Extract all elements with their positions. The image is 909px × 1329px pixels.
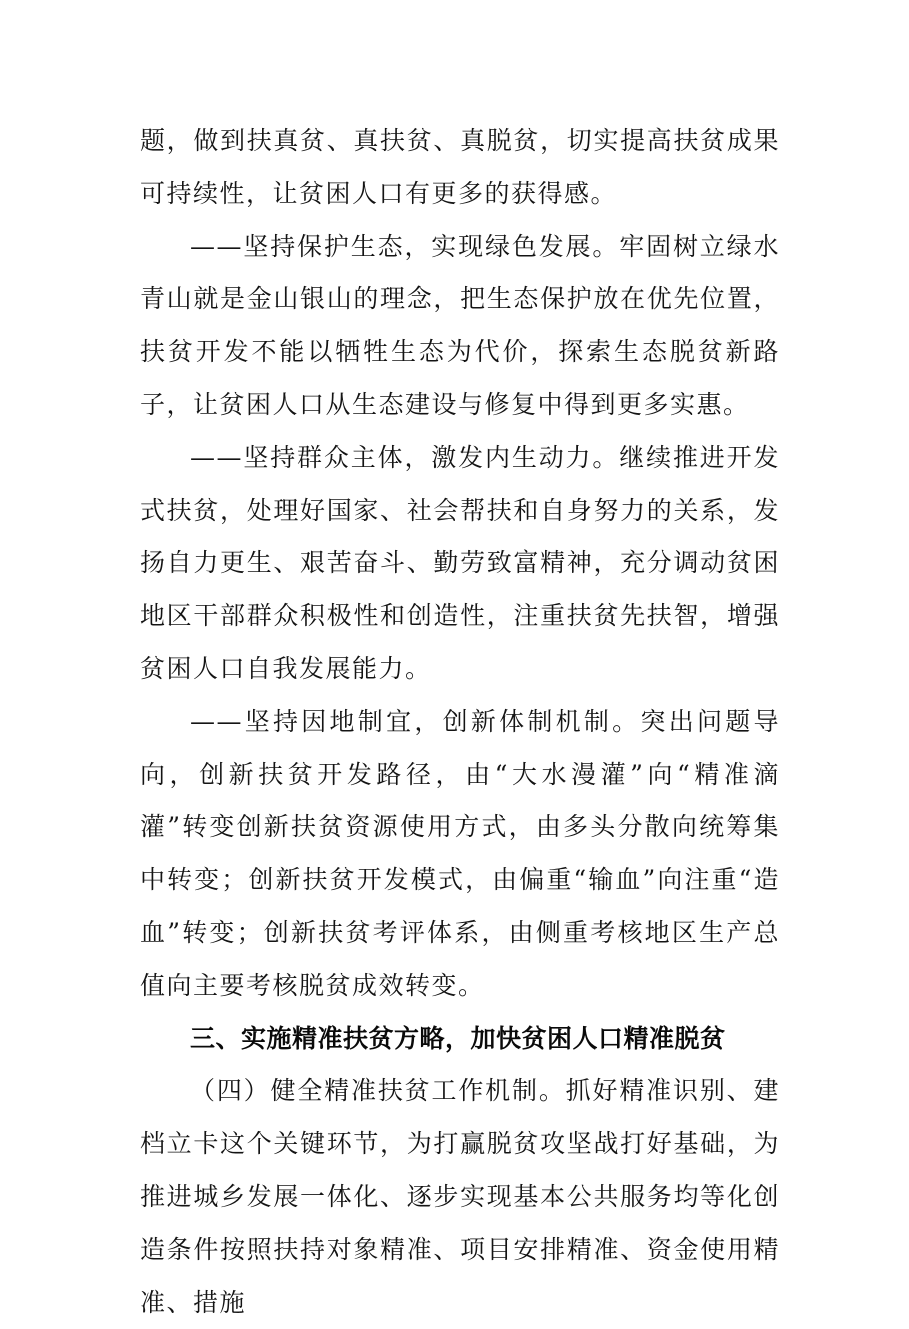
paragraph-ecology: ——坚持保护生态，实现绿色发展。牢固树立绿水青山就是金山银山的理念，把生态保护放在优先位置，扶贫开发不能以牺牲生态为代价，探索生态脱贫新路子，让贫困人口从生态建设与修复中得到更多实惠。 [140, 231, 780, 419]
paragraph-continuation: 题，做到扶真贫、真扶贫、真脱贫，切实提高扶贫成果可持续性，让贫困人口有更多的获得感。 [140, 126, 780, 208]
paragraph-mechanism: （四）健全精准扶贫工作机制。抓好精准识别、建档立卡这个关键环节，为打赢脱贫攻坚战打好基础，为推进城乡发展一体化、逐步实现基本公共服务均等化创造条件按照扶持对象精准、项目安排精准、资金使用精准、措施 [140, 1076, 780, 1317]
paragraph-innovation: ——坚持因地制宜，创新体制机制。突出问题导向，创新扶贫开发路径，由“大水漫灌”向“精准滴灌”转变创新扶贫资源使用方式，由多头分散向统筹集中转变；创新扶贫开发模式，由偏重“输血”向注重“造血”转变；创新扶贫考评体系，由侧重考核地区生产总值向主要考核脱贫成效转变。 [140, 706, 780, 1000]
paragraph-masses: ——坚持群众主体，激发内生动力。继续推进开发式扶贫，处理好国家、社会帮扶和自身努力的关系，发扬自力更生、艰苦奋斗、勤劳致富精神，充分调动贫困地区干部群众积极性和创造性，注重扶贫先扶智，增强贫困人口自我发展能力。 [140, 442, 780, 683]
section-heading: 三、实施精准扶贫方略，加快贫困人口精准脱贫 [190, 1023, 726, 1053]
document-body [140, 115, 780, 1329]
